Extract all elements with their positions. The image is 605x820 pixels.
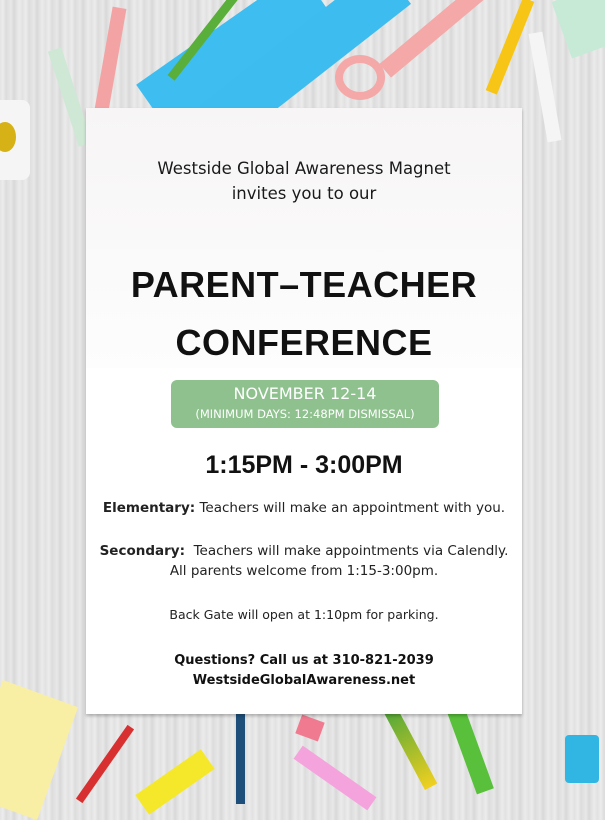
flyer-card: [86, 108, 522, 714]
phone-line: Questions? Call us at 310-821-2039: [174, 653, 434, 668]
invite-line: invites you to our: [231, 184, 377, 203]
school-heading: [86, 156, 522, 206]
school-name: Westside Global Awareness Magnet: [157, 159, 451, 178]
green-marker-image: [446, 704, 494, 795]
scissors-image: [335, 55, 385, 100]
binder-clip-image: [295, 714, 324, 741]
green-paper-image: [552, 0, 605, 58]
contact-info: [86, 651, 522, 691]
elementary-info: [86, 498, 522, 518]
event-title: [86, 256, 522, 372]
secondary-text-2: All parents welcome from 1:15-3:00pm.: [169, 563, 439, 579]
secondary-label: Secondary:: [99, 543, 185, 559]
yellow-highlighter-image: [135, 749, 214, 815]
sharpener-image: [565, 735, 599, 783]
yellow-marker-image: [486, 0, 535, 95]
red-pencil-image: [76, 725, 134, 803]
green-yellow-marker-image: [383, 704, 438, 790]
pink-chalk-image: [94, 7, 127, 118]
pink-chalk-bottom-image: [294, 746, 377, 811]
event-time: 1:15PM - 3:00PM: [205, 451, 403, 479]
notepad-image: [0, 680, 78, 820]
title-line-1: PARENT–TEACHER: [130, 264, 478, 305]
blue-pencil-image: [236, 714, 245, 804]
date-note: (MINIMUM DAYS: 12:48PM DISMISSAL): [195, 407, 415, 421]
website-link[interactable]: WestsideGlobalAwareness.net: [192, 673, 416, 688]
title-line-2: CONFERENCE: [175, 322, 433, 363]
secondary-text: Teachers will make appointments via Calendly.: [184, 543, 509, 559]
elementary-label: Elementary:: [102, 500, 196, 516]
parking-info: Back Gate will open at 1:10pm for parking.: [169, 607, 439, 622]
white-chalk-image: [529, 32, 562, 143]
secondary-info: [86, 541, 522, 581]
date-badge: [171, 380, 439, 428]
event-date: NOVEMBER 12-14: [233, 384, 377, 403]
elementary-text: Teachers will make an appointment with you.: [195, 500, 506, 516]
